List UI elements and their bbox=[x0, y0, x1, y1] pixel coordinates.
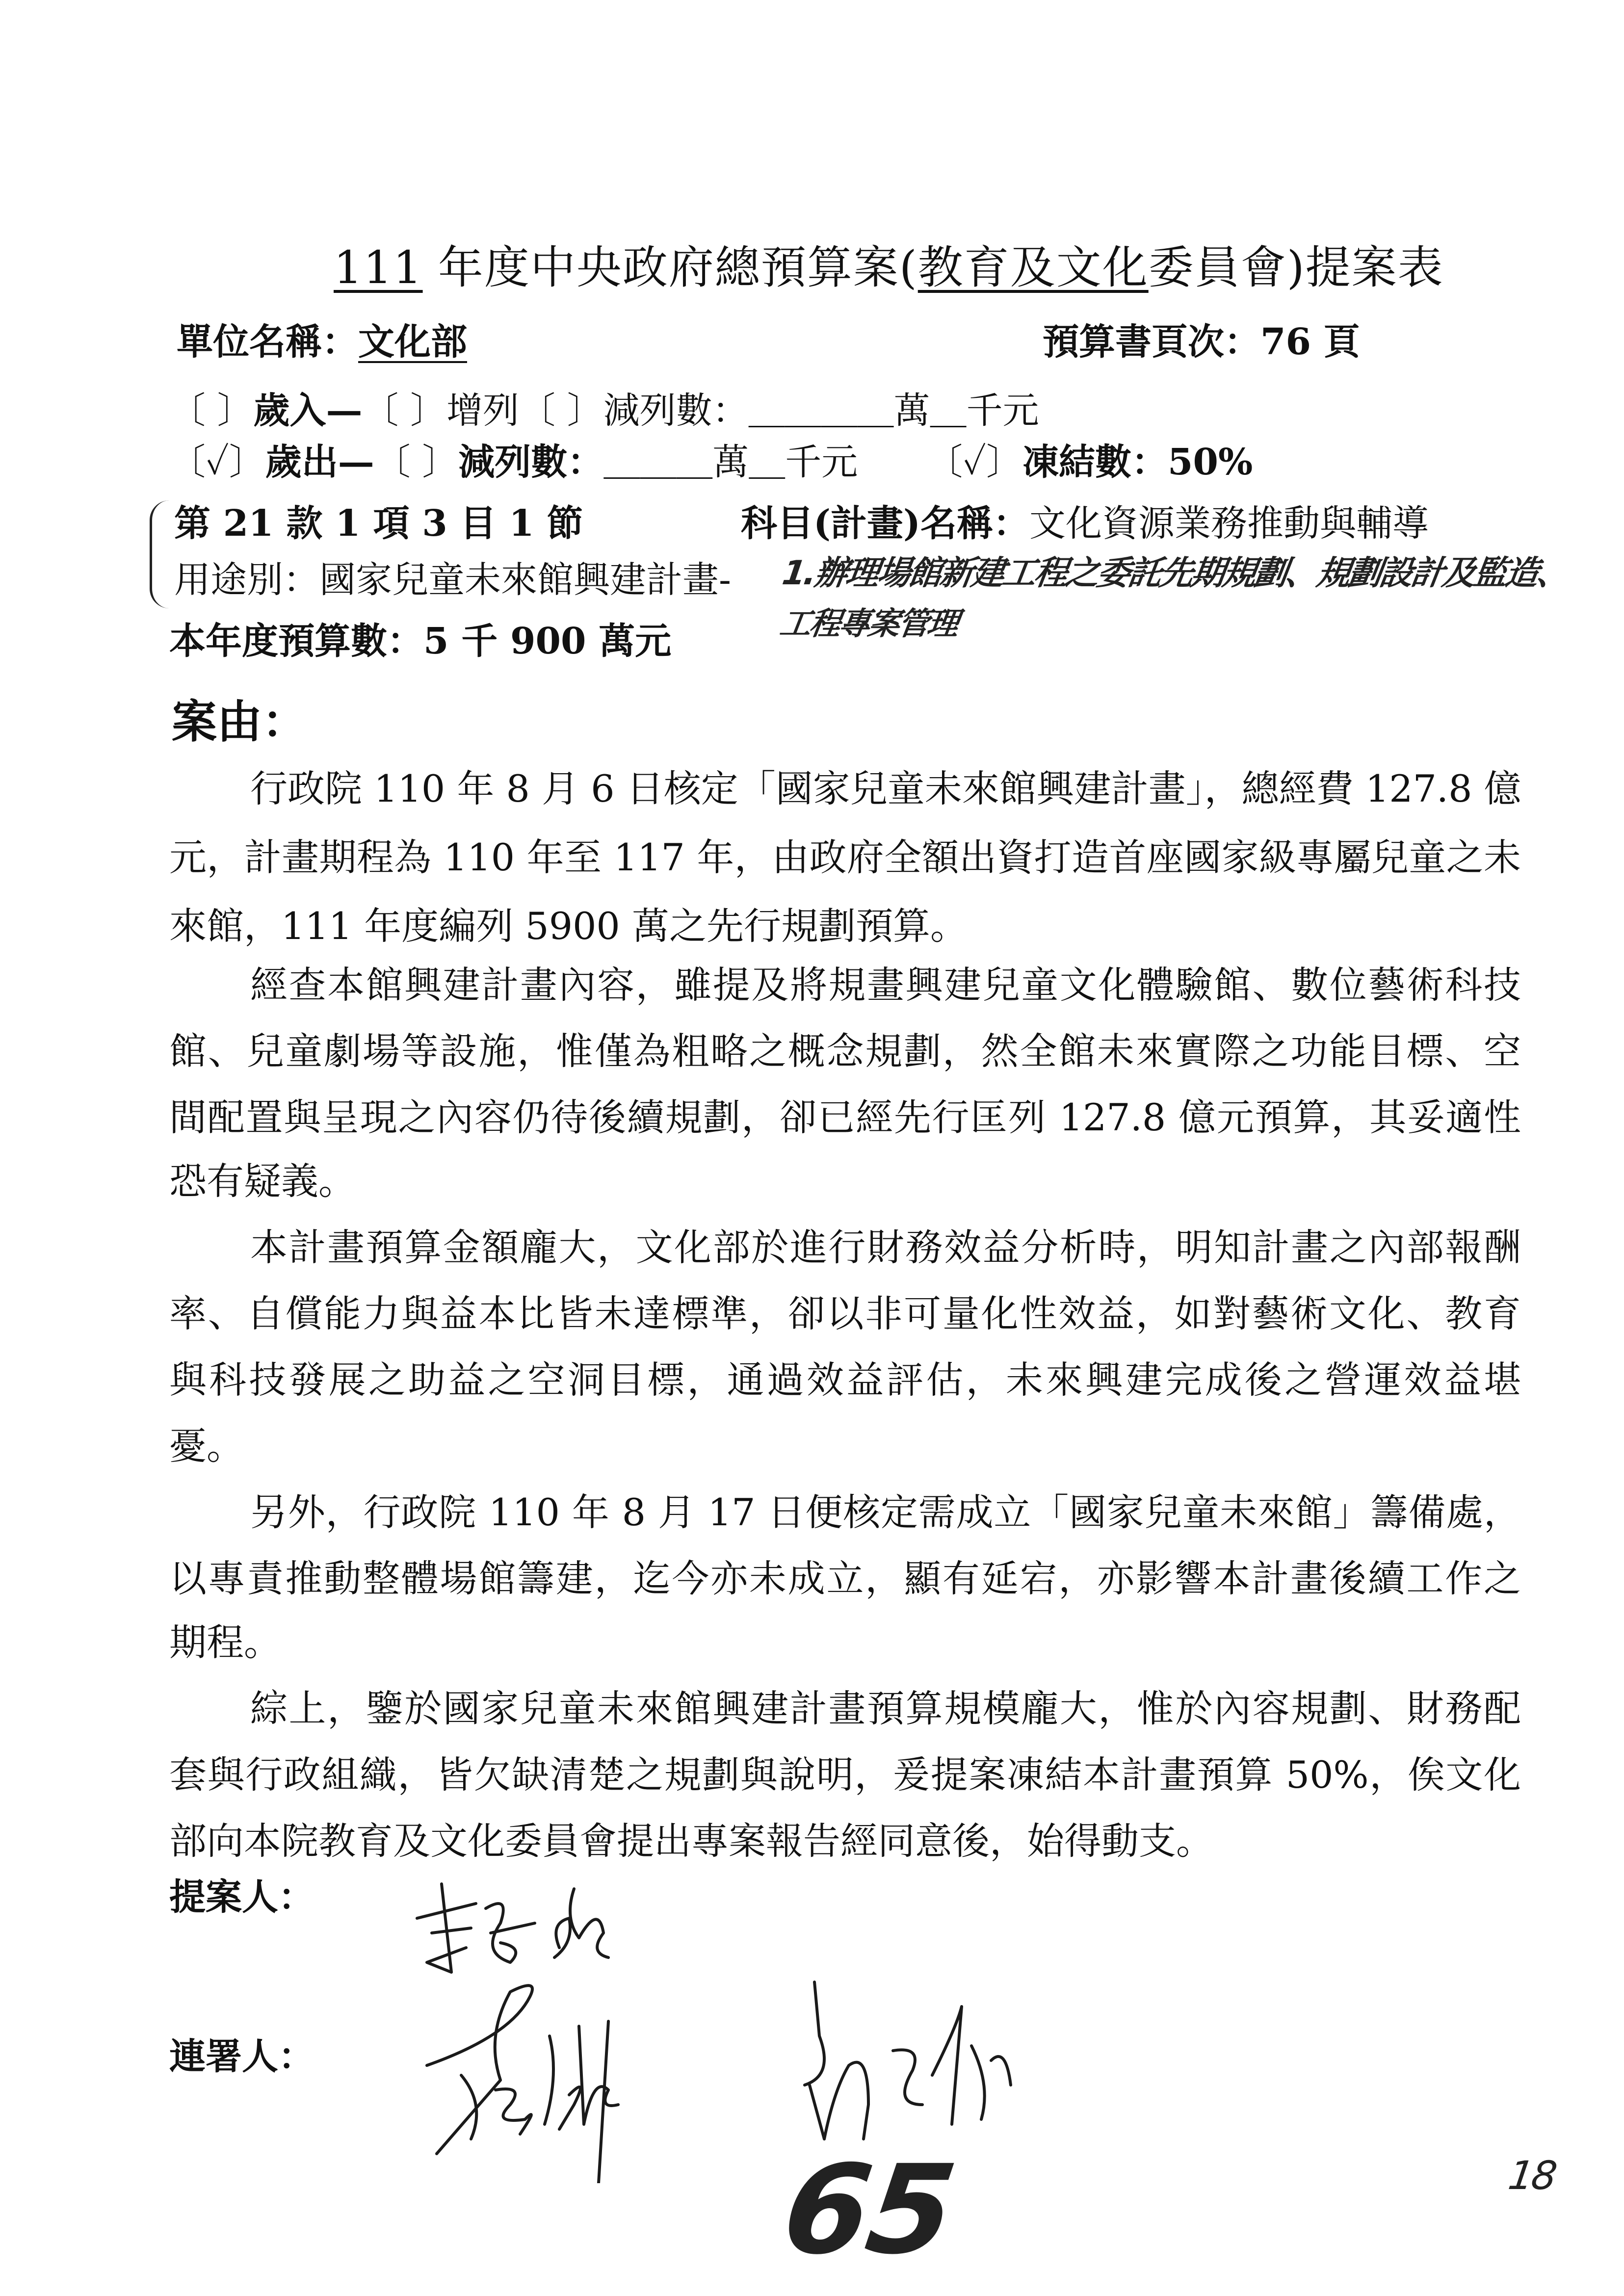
paragraph-1-line: 來館，111 年度編列 5900 萬之先行規劃預算。 bbox=[169, 904, 968, 948]
paragraph-5-line: 綜上，鑒於國家兒童未來館興建計畫預算規模龐大，惟於內容規劃、財務配 bbox=[250, 1687, 1521, 1730]
paragraph-4-line: 期程。 bbox=[169, 1620, 281, 1664]
paragraph-3-line: 本計畫預算金額龐大，文化部於進行財務效益分析時，明知計畫之內部報酬 bbox=[250, 1226, 1521, 1269]
handwritten-number: 65 bbox=[775, 2139, 962, 2281]
page-number: 18 bbox=[1505, 2153, 1558, 2198]
unit-thousand: 千元 bbox=[966, 390, 1039, 432]
blank-field: ＿＿＿＿ bbox=[748, 390, 894, 432]
unit-thousand: 千元 bbox=[785, 441, 858, 483]
blank-field: ＿ bbox=[930, 390, 967, 432]
paragraph-1-line: 元，計畫期程為 110 年至 117 年，由政府全額出資打造首座國家級專屬兒童之未 bbox=[169, 835, 1521, 879]
title-year: 111 bbox=[334, 241, 423, 294]
expense-label: 歲出— bbox=[265, 441, 374, 483]
paragraph-5-line: 部向本院教育及文化委員會提出專案報告經同意後，始得動支。 bbox=[169, 1819, 1213, 1863]
unit-wan: 萬 bbox=[893, 390, 930, 432]
paragraph-3-line: 率、自償能力與益本比皆未達標準，卻以非可量化性效益，如對藝術文化、教育 bbox=[169, 1292, 1521, 1335]
blank-field: ＿ bbox=[749, 441, 786, 483]
paragraph-2-line: 恐有疑義。 bbox=[169, 1159, 356, 1203]
unit-wan: 萬 bbox=[712, 441, 749, 483]
increase-label: 增列 bbox=[446, 390, 520, 432]
budget-page: 預算書頁次：76 頁 bbox=[1043, 321, 1360, 363]
decrease-checkbox: 〔 〕 bbox=[519, 390, 603, 432]
reason-heading: 案由： bbox=[172, 695, 308, 748]
revenue-row bbox=[169, 390, 1039, 432]
paragraph-2-line: 間配置與呈現之內容仍待後續規劃，卻已經先行匡列 127.8 億元預算，其妥適性 bbox=[169, 1096, 1521, 1139]
blank-field: ＿＿＿ bbox=[603, 441, 713, 483]
expense-checkbox: 〔✓〕 bbox=[169, 441, 265, 483]
cosigners-label: 連署人： bbox=[169, 2035, 314, 2078]
document-title bbox=[334, 241, 1444, 294]
revenue-label: 歲入— bbox=[253, 390, 363, 432]
expense-row bbox=[169, 441, 1253, 483]
paragraph-4-line: 以專責推動整體場館籌建，迄今亦未成立，顯有延宕，亦影響本計畫後續工作之 bbox=[169, 1557, 1521, 1600]
increase-checkbox: 〔 〕 bbox=[362, 390, 447, 432]
subject-label: 科目(計畫)名稱： bbox=[741, 502, 1030, 545]
cosigner-signature-2 bbox=[795, 1977, 1070, 2144]
decrease-checkbox: 〔 〕 bbox=[374, 441, 459, 483]
subject-value: 文化資源業務推動與輔導 bbox=[1029, 502, 1429, 545]
paragraph-4-line: 另外，行政院 110 年 8 月 17 日便核定需成立「國家兒童未來館」籌備處， bbox=[250, 1490, 1521, 1534]
paragraph-3-line: 與科技發展之助益之空洞目標，通過效益評估，未來興建完成後之營運效益堪 bbox=[169, 1358, 1521, 1402]
usage-handwritten-line1: 1.辦理場館新建工程之委託先期規劃、規劃設計及監造、 bbox=[780, 554, 1571, 593]
unit-name bbox=[177, 321, 467, 363]
title-committee: 教育及文化 bbox=[917, 241, 1149, 294]
bracket-divider bbox=[150, 500, 172, 608]
title-mid: 年度中央政府總預算案( bbox=[422, 241, 918, 294]
paragraph-2-line: 館、兒童劇場等設施，惟僅為粗略之概念規劃，然全館未來實際之功能目標、空 bbox=[169, 1029, 1521, 1073]
proposer-label: 提案人： bbox=[169, 1876, 314, 1918]
paragraph-1-line: 行政院 110 年 8 月 6 日核定「國家兒童未來館興建計畫」，總經費 127.8 億 bbox=[250, 767, 1521, 810]
revenue-checkbox: 〔 〕 bbox=[169, 390, 254, 432]
paragraph-5-line: 套與行政組織，皆欠缺清楚之規劃與說明，爰提案凍結本計畫預算 50%，俟文化 bbox=[169, 1753, 1521, 1797]
subject-name bbox=[741, 502, 1429, 545]
decrease-label: 減列數： bbox=[458, 441, 604, 483]
unit-value: 文化部 bbox=[358, 321, 467, 363]
annual-budget: 本年度預算數：5 千 900 萬元 bbox=[169, 620, 672, 662]
freeze-checkbox: 〔✓〕 bbox=[926, 441, 1022, 483]
freeze-amount: 凍結數：50% bbox=[1022, 441, 1253, 483]
usage-label: 用途別：國家兒童未來館興建計畫- bbox=[174, 559, 732, 601]
paragraph-2-line: 經查本館興建計畫內容，雖提及將規畫興建兒童文化體驗館、數位藝術科技 bbox=[250, 963, 1521, 1007]
paragraph-3-line: 憂。 bbox=[169, 1424, 244, 1468]
title-end: 委員會)提案表 bbox=[1148, 241, 1444, 294]
unit-label: 單位名稱： bbox=[177, 321, 358, 363]
decrease-label: 減列數： bbox=[603, 390, 749, 432]
section-code: 第 21 款 1 項 3 目 1 節 bbox=[174, 502, 583, 545]
usage-handwritten-line2: 工程專案管理 bbox=[777, 606, 960, 642]
cosigner-signature-1 bbox=[412, 1977, 765, 2183]
